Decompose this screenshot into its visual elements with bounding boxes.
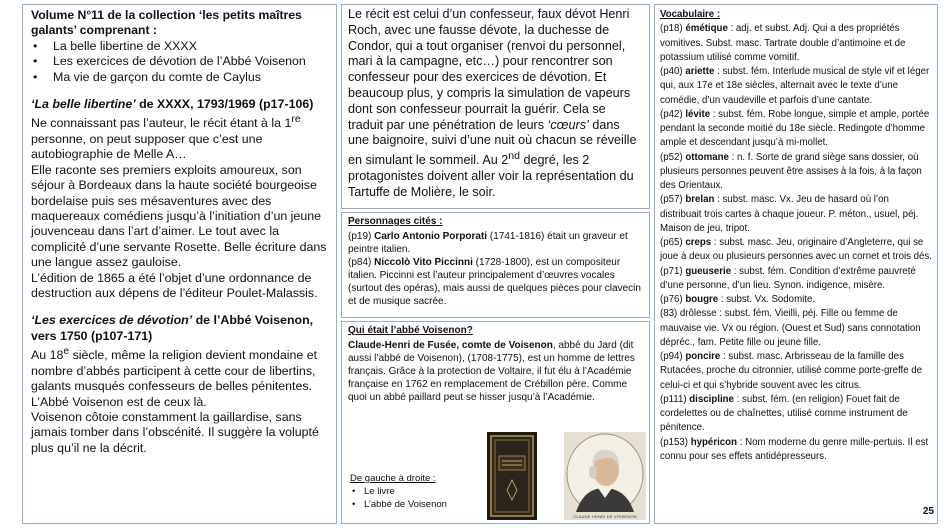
vocabulary-entry <box>660 22 932 65</box>
abbe-box <box>341 321 650 524</box>
person-entry <box>348 230 643 256</box>
text: Au 18 <box>31 348 64 363</box>
list-item: • Ma vie de garçon du comte de Caylus <box>31 70 328 85</box>
abbe-portrait-image <box>564 432 646 520</box>
list-item: • Le livre <box>350 485 447 498</box>
vocabulary-word: hypéricon <box>690 436 737 448</box>
vocabulary-entry <box>660 193 932 236</box>
book-summary-column <box>22 4 337 524</box>
page-ref: (p71) <box>660 265 686 277</box>
portrait-caption: CLAUDE HENRI DE VOISENON <box>573 514 637 519</box>
vocabulary-entry <box>660 108 932 151</box>
text: personne, on peut supposer que c’est une autobiographie de Melle A… <box>31 131 263 162</box>
vocabulary-entry <box>660 265 932 294</box>
abbe-name: Claude-Henri de Fusée, comte de Voisenon <box>348 340 553 351</box>
vocabulary-definition: : subst. fém. Condition d’extrême pauvreté d’une personne, d’un lieu. Synon. indigence, misère. <box>660 265 916 291</box>
person-entry <box>348 256 643 308</box>
vocabulary-entry <box>660 436 932 465</box>
list-item: • La belle libertine de XXXX <box>31 39 328 54</box>
vocabulary-entry <box>660 65 932 108</box>
vocabulary-entry <box>660 350 932 393</box>
captions-title: De gauche à droite : <box>350 473 436 484</box>
title-rest: de l’Abbé Voisenon, vers 1750 (p107-171) <box>31 313 314 343</box>
text: (1728-1800), est un compositeur italien. Piccinni est l’auteur principalement d’œuvres vocales (surtout des opéras), mais aussi de quelques pièces pour clavecin et de musique sacrée. <box>348 257 641 307</box>
vocabulary-entry <box>660 307 932 350</box>
vocabulary-entry <box>660 293 932 307</box>
vocabulary-definition: : subst. fém. Vieilli, péj. Fille ou femme de mauvaise vie. Vx ou région. (Ouest et Sud) sans connotation dépréc., fam. Petite fille ou jeune fille. <box>660 308 921 348</box>
vocabulary-word: discipline <box>689 393 734 405</box>
book-cover-image <box>487 432 537 520</box>
page-ref: (p57) <box>660 194 686 206</box>
page-ref: (p19) <box>348 231 375 242</box>
vocabulary-definition: : n. f. Sorte de grand siège sans dossier, où plusieurs personnes peuvent être assises à la fois, à la façon des Orientaux. <box>660 151 922 191</box>
person-name: Niccolò Vito Piccinni <box>374 257 473 268</box>
page-ref: (p76) <box>660 294 686 305</box>
section-title-belle-libertine <box>31 97 328 112</box>
title-italic: ‘Les exercices de dévotion’ <box>31 313 193 328</box>
vocabulary-definition: : Nom moderne du genre mille-pertuis. Il est connu pour ses effets antidépresseurs. <box>660 436 929 462</box>
vocabulary-word: lévite <box>685 108 711 120</box>
vocabulary-entry <box>660 151 932 194</box>
vocabulary-word: émétique <box>685 23 728 35</box>
persons-box <box>341 212 650 318</box>
text: dans une baignoire, suivi d’une nuit où chacun se réveille en simulant le sommeil. Au 2 <box>348 117 637 168</box>
vocabulary-definition: : subst. masc. Arbrisseau de la famille des Rutacées, proche du citronnier, utilisé comme porte-greffe de celui-ci et qui s’hybride souvent avec les citrus. <box>660 351 923 391</box>
vocabulary-word: poncire <box>685 351 721 362</box>
page-ref: (p111) <box>660 393 690 405</box>
title-rest: de XXXX, 1793/1969 (p17-106) <box>135 97 314 112</box>
vocabulary-definition: : adj. et subst. Adj. Qui a des propriétés vomitives. Subst. masc. Tartrate double d’antimoine et de potassium utilisé comme vomitif. <box>660 23 906 63</box>
text: Ne connaissant pas l’auteur, le récit étant à la 1 <box>31 116 292 131</box>
superscript: re <box>291 114 301 126</box>
page-ref: (p18) <box>660 23 686 35</box>
vocabulary-title: Vocabulaire : <box>660 9 721 20</box>
paragraph <box>348 7 643 201</box>
text-italic: ‘cœurs’ <box>547 117 589 132</box>
vocabulary-word: ariette <box>685 66 715 77</box>
abbe-title: Qui était l’abbé Voisenon? <box>348 325 473 336</box>
superscript: e <box>63 346 70 358</box>
vocabulary-word: creps <box>685 237 712 248</box>
vocabulary-definition: : subst. fém. Robe longue, simple et ample, portée pendant la seconde moitié du 18e siècle. Redingote d’homme ample et descendant jusqu’à mi-mollet. <box>660 108 930 149</box>
page-ref: (p40) <box>660 66 686 77</box>
person-name: Carlo Antonio Porporati <box>374 231 488 242</box>
vocabulary-definition: : subst. fém. Interlude musical de style vif et léger qui, aux 17e et 18e siècles, alternait avec le texte d’une comédie, d’un vaudeville et parfois d’une cantate. <box>660 66 930 106</box>
vocabulary-word: ottomane <box>685 151 729 163</box>
vocabulary-definition: : subst. fém. (en religion) Fouet fait de cordelettes ou de chaînettes, utilisé comme instrument de pénitence. <box>660 393 908 434</box>
vocabulary-word: gueuserie <box>685 265 732 277</box>
superscript: nd <box>508 150 520 163</box>
volume-heading: Volume N°11 de la collection ‘les petits maîtres galants’ comprenant : <box>31 8 302 38</box>
page-ref: (p84) <box>348 257 375 268</box>
vocabulary-definition: : subst. masc. Jeu, originaire d’Angleterre, qui se joue à deux ou plusieurs personnes avec un cornet et trois dés. <box>660 237 932 263</box>
page-ref: (83) drôlesse <box>660 308 717 320</box>
list-item: • Les exercices de dévotion de l’Abbé Voisenon <box>31 54 328 69</box>
paragraph: L’édition de 1865 a été l’objet d’une ordonnance de destruction aux dépens de l’éditeur Poulet-Malassis. <box>31 270 318 301</box>
story-summary-box <box>341 4 650 209</box>
vocabulary-definition: : subst. masc. Vx. Jeu de hasard où l’on distribuait trois cartes à chaque joueur. P. méton., usuel, péj. Maison de jeu, tripot. <box>660 194 919 234</box>
paragraph: Voisenon côtoie constamment la gaillardise, sans jamais tomber dans l’obscénité. Il suggère la volupté plus qu’il ne la décrit. <box>31 410 319 455</box>
page-ref: (p42) <box>660 108 686 120</box>
image-captions <box>350 472 447 511</box>
abbe-paragraph <box>348 339 643 404</box>
list-item: • L’abbé de Voisenon <box>350 498 447 511</box>
title-italic: ‘La belle libertine’ <box>31 97 136 112</box>
page-ref: (p153) <box>660 436 691 448</box>
paragraph <box>31 344 328 410</box>
vocabulary-list <box>660 22 932 464</box>
text: degré, les 2 protagonistes doivent aller voir la représentation du Tartuffe de Molière, le soir. <box>348 153 634 199</box>
text: (1741-1816) était un graveur et peintre italien. <box>348 231 628 255</box>
page-ref: (p65) <box>660 237 686 248</box>
paragraph: Elle raconte ses premiers exploits amoureux, son séjour à Bordeaux dans la haute société bourgeoise bordelaise puis ses mésaventures avec des maquereaux comédiens jusqu’à l’initiation d’un jeune jouvenceau dans l’art d’aimer. Le tout avec la complicité d’une servante Rosette. Belle écriture dans une langue assez gauloise. <box>31 162 327 270</box>
vocabulary-definition: : subst. Vx. Sodomite. <box>718 294 816 305</box>
page-number: 25 <box>922 506 934 517</box>
page-ref: (p94) <box>660 351 686 362</box>
page-ref: (p52) <box>660 151 686 163</box>
persons-title: Personnages cités : <box>348 216 443 227</box>
vocabulary-column <box>654 4 938 524</box>
vocabulary-word: brelan <box>685 194 715 206</box>
vocabulary-word: bougre <box>685 294 719 305</box>
vocabulary-entry <box>660 236 932 265</box>
paragraph <box>31 112 328 162</box>
text: Le récit est celui d’un confesseur, faux dévot Henri Roch, avec une fausse dévote, la duchesse de Condor, qui a tout organiser (renvoi du personnel, mari à la campagne, etc…) pour rencontrer son confesseur pour des exercices de dévotion. Et beaucoup plus, y compris la simulation de vapeurs dont son confesseur pourrait la guérir. Cela se traduit par une pénétration de leurs <box>348 7 631 132</box>
text: siècle, même la religion devient mondaine et nombre d’abbés participent à cette cour de libertins, galants musqués confesseurs de belles pénitentes. L’Abbé Voisenon est de ceux là. <box>31 348 318 409</box>
text: , abbé du Jard (dit aussi l’abbé de Voisenon), (1708-1775), est un homme de lettres français. Grâce à la protection de Voltaire, il fut élu à l’Académie française en 1762 en remplacement de Crébillon père. Comme quoi un abbé paillard peut se hisser jusqu’à l’Académie. <box>348 340 635 403</box>
section-title-exercices <box>31 313 328 344</box>
volume-contents-list <box>31 39 328 85</box>
vocabulary-entry <box>660 393 932 436</box>
